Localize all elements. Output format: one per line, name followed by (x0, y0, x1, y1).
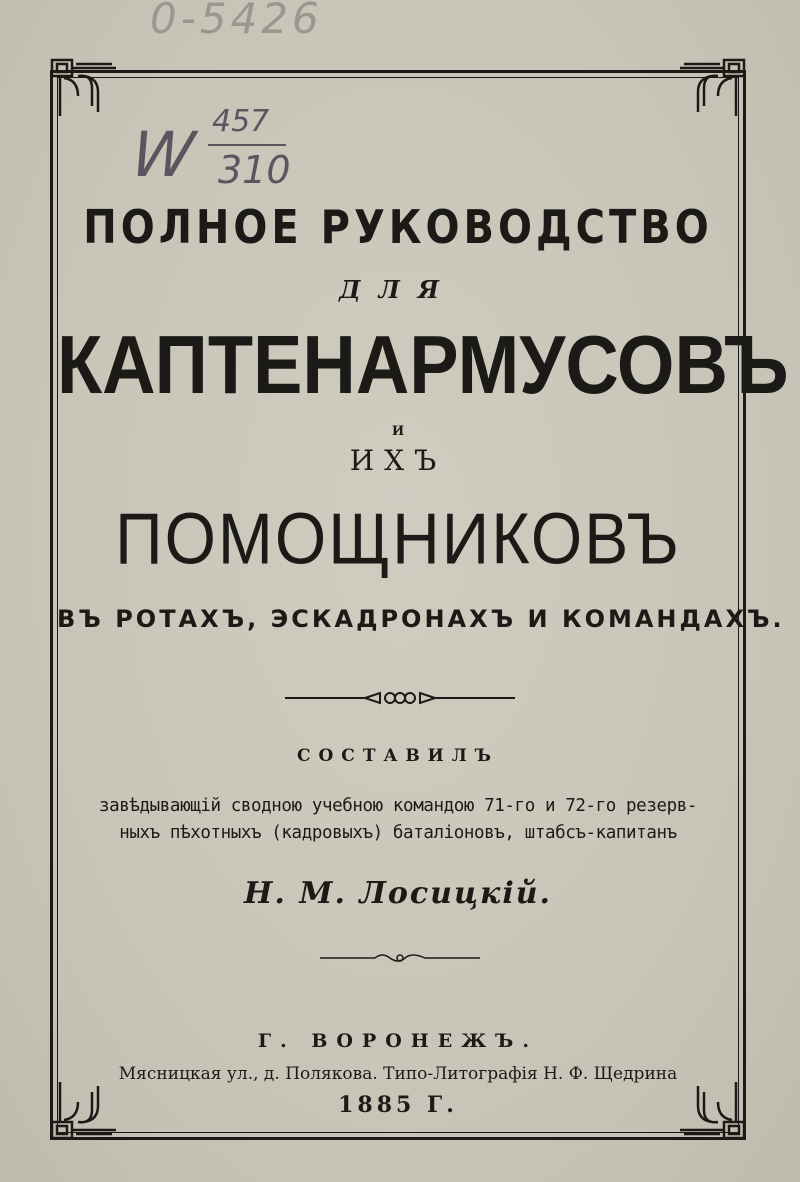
title-for: ДЛЯ (339, 275, 457, 304)
stamp-divider (208, 144, 286, 146)
compiled-by: СОСТАВИЛЪ (296, 746, 500, 766)
archive-mark: 0-5426 (150, 0, 323, 43)
stamp-top-number: 457 (212, 104, 270, 139)
divider-ornament-icon (0, 688, 800, 708)
author-description-line-2: ныхъ пѣхотныхъ (кадровыхъ) баталіоновъ, штабсъ-капитанъ (119, 823, 677, 843)
title-and: И (391, 424, 405, 439)
title-units: ВЪ РОТАХЪ, ЭСКАДРОНАХЪ И КОМАНДАХЪ. (57, 605, 785, 633)
stamp-bottom-number: 310 (218, 148, 291, 192)
library-stamp (128, 104, 298, 200)
title-their: ИХЪ (349, 444, 447, 477)
corner-ornament-icon (48, 56, 118, 118)
author-name: Н. М. Лосицкій. (244, 876, 552, 911)
author-description-line-1: завѣдывающій сводною учебною командою 71-го и 72-го резерв- (98, 796, 698, 816)
stamp-letter: W (126, 118, 199, 191)
imprint-city: Г. ВОРОНЕЖЪ. (258, 1030, 538, 1052)
title-main: КАПТЕНАРМУСОВЪ (57, 318, 789, 411)
imprint-printer: Мясницкая ул., д. Полякова. Типо-Литографія Н. Ф. Щедрина (118, 1064, 678, 1084)
title-line-1: ПОЛНОЕ РУКОВОДСТВО (83, 201, 713, 255)
divider-ornament-icon (0, 950, 800, 970)
imprint-year: 1885 Г. (338, 1092, 458, 1118)
corner-ornament-icon (678, 56, 748, 118)
title-helpers: ПОМОЩНИКОВЪ (115, 497, 681, 579)
